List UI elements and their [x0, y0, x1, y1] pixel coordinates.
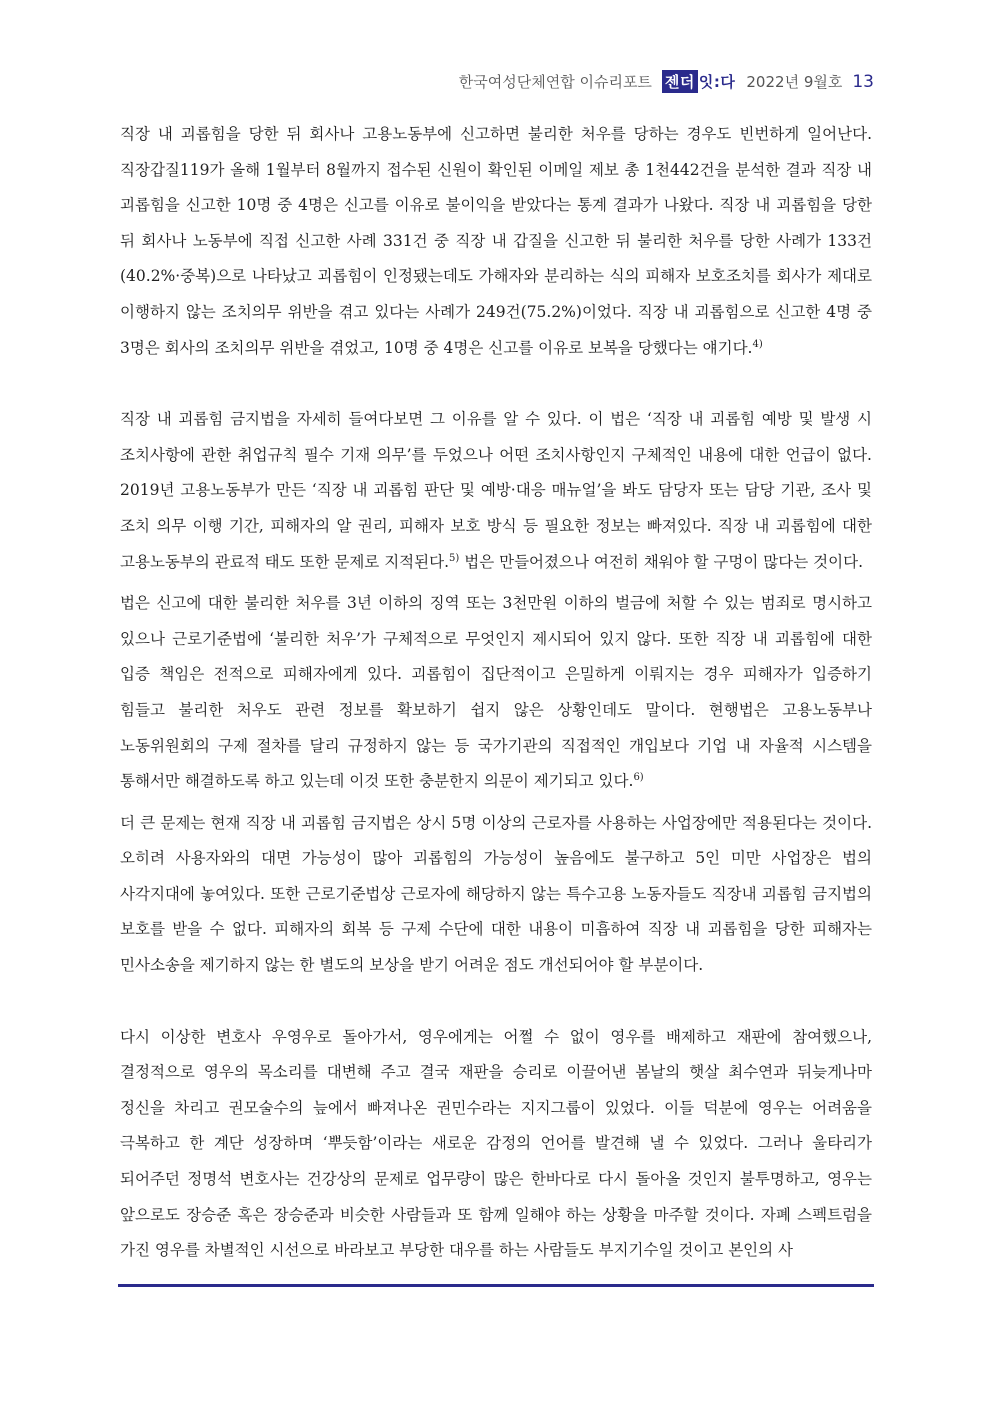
page-number: 13: [852, 71, 874, 92]
paragraph-2-text-after: 법은 만들어졌으나 여전히 채워야 할 구멍이 많다는 것이다.: [459, 552, 863, 571]
page-header: [459, 70, 874, 93]
paragraph-4-text: 더 큰 문제는 현재 직장 내 괴롭힘 금지법은 상시 5명 이상의 근로자를 사용하는 사업장에만 적용된다는 것이다. 오히려 사용자와의 대면 가능성이 많아 괴롭힘의 가능성이 높음에도 불구하고 5인 미만 사업장은 법의 사각지대에 놓여있다. 또한 근로기준법상 근로자에 해당하지 않는 특수고용 노동자들도 직장내 괴롭힘 금지법의 보호를 받을 수 없다. 피해자의 회복 등 구제 수단에 대한 내용이 미흡하여 직장 내 괴롭힘을 당한 피해자는 민사소송을 제기하지 않는 한 별도의 보상을 받기 어려운 점도 개선되어야 할 부분이다.: [120, 813, 872, 975]
paragraph-5: [120, 1020, 872, 1269]
issue-date: 2022년 9월호: [746, 73, 843, 91]
brand-logo-part1: 젠더: [662, 70, 698, 93]
footnote-ref-4[interactable]: 4): [752, 338, 763, 350]
brand-logo-part2: 잇:다: [698, 73, 736, 91]
footnote-ref-5[interactable]: 5): [449, 552, 460, 564]
paragraph-1-text: 직장 내 괴롭힘을 당한 뒤 회사나 고용노동부에 신고하면 불리한 처우를 당하는 경우도 빈번하게 일어난다. 직장갑질119가 올해 1월부터 8월까지 접수된 신원이 확인된 이메일 제보 총 1천442건을 분석한 결과 직장 내 괴롭힘을 신고한 10명 중 4명은 신고를 이유로 불이익을 받았다는 통계 결과가 나왔다. 직장 내 괴롭힘을 당한 뒤 회사나 노동부에 직접 신고한 사례 331건 중 직장 내 갑질을 신고한 뒤 불리한 처우를 당한 사례가 133건(40.2%·중복)으로 나타났고 괴롭힘이 인정됐는데도 가해자와 분리하는 식의 피해자 보호조치를 회사가 제대로 이행하지 않는 조치의무 위반을 겪고 있다는 사례가 249건(75.2%)이었다. 직장 내 괴롭힘으로 신고한 4명 중 3명은 회사의 조치의무 위반을 겪었고, 10명 중 4명은 신고를 이유로 보복을 당했다는 얘기다.: [120, 125, 872, 357]
paragraph-1: [120, 117, 872, 366]
paragraph-5-text: 다시 이상한 변호사 우영우로 돌아가서, 영우에게는 어쩔 수 없이 영우를 배제하고 재판에 참여했으나, 결정적으로 영우의 목소리를 대변해 주고 결국 재판을 승리로 이끌어낸 봄날의 햇살 최수연과 뒤늦게나마 정신을 차리고 권모술수의 늪에서 빠져나온 권민수라는 지지그룹이 있었다. 이들 덕분에 영우는 어려움을 극복하고 한 계단 성장하며 ‘뿌듯함’이라는 새로운 감정의 언어를 발견해 낼 수 있었다. 그러나 울타리가 되어주던 정명석 변호사는 건강상의 문제로 업무량이 많은 한바다로 다시 돌아올 것인지 불투명하고, 영우는 앞으로도 장승준 혹은 장승준과 비슷한 사람들과 또 함께 일해야 하는 상황을 마주할 것이다. 자폐 스펙트럼을 가진 영우를 차별적인 시선으로 바라보고 부당한 대우를 하는 사람들도 부지기수일 것이고 본인의 사: [120, 1027, 872, 1260]
paragraph-3-text: 법은 신고에 대한 불리한 처우를 3년 이하의 징역 또는 3천만원 이하의 벌금에 처할 수 있는 범죄로 명시하고 있으나 근로기준법에 ‘불리한 처우’가 구체적으로 무엇인지 제시되어 있지 않다. 또한 직장 내 괴롭힘에 대한 입증 책임은 전적으로 피해자에게 있다. 괴롭힘이 집단적이고 은밀하게 이뤄지는 경우 피해자가 입증하기 힘들고 불리한 처우도 관련 정보를 확보하기 쉽지 않은 상황인데도 말이다. 현행법은 고용노동부나 노동위원회의 구제 절차를 달리 규정하지 않는 등 국가기관의 직접적인 개입보다 기업 내 자율적 시스템을 통해서만 해결하도록 하고 있는데 이것 또한 충분한지 의문이 제기되고 있다.: [120, 594, 872, 791]
section-gap: [120, 366, 872, 402]
paragraph-2-text: 직장 내 괴롭힘 금지법을 자세히 들여다보면 그 이유를 알 수 있다. 이 법은 ‘직장 내 괴롭힘 예방 및 발생 시 조치사항에 관한 취업규칙 필수 기재 의무’를 두었으나 어떤 조치사항인지 구체적인 내용에 대한 언급이 없다. 2019년 고용노동부가 만든 ‘직장 내 괴롭힘 판단 및 예방·대응 매뉴얼’을 봐도 담당자 또는 담당 기관, 조사 및 조치 의무 이행 기간, 피해자의 알 권리, 피해자 보호 방식 등 필요한 정보는 빠져있다. 직장 내 괴롭힘에 대한 고용노동부의 관료적 태도 또한 문제로 지적된다.: [120, 410, 872, 571]
paragraph-3: [120, 586, 872, 800]
report-org: 한국여성단체연합 이슈리포트: [458, 73, 652, 91]
brand-logo: [662, 70, 736, 93]
footnote-ref-6[interactable]: 6): [633, 771, 644, 783]
paragraph-2: [120, 402, 872, 580]
body-text: [120, 117, 872, 1269]
bottom-rule: [118, 1284, 874, 1287]
paragraph-4: [120, 806, 872, 984]
section-gap: [120, 984, 872, 1020]
